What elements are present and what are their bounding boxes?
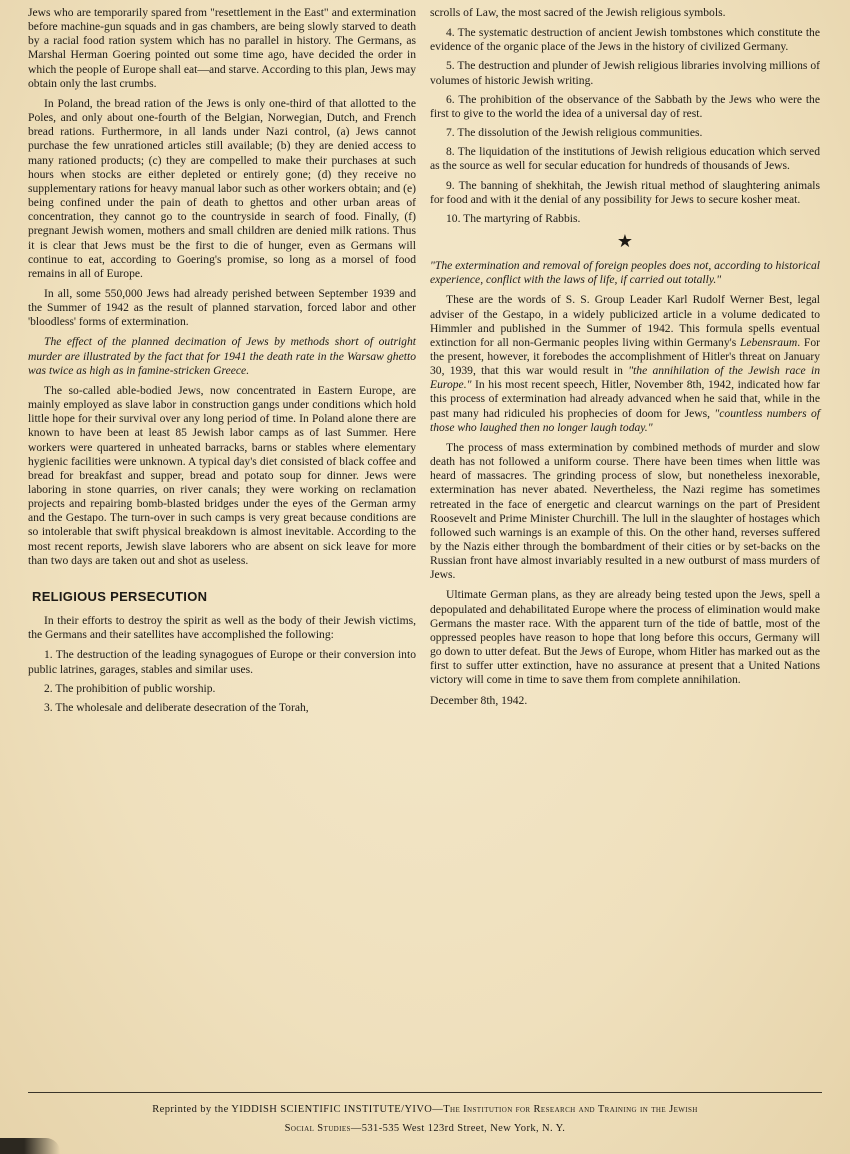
left-column [28,6,416,720]
paragraph: The process of mass extermination by combined methods of murder and slow death has not followed a uniform course. There have been times when little was heard of massacres. The grinding process of slow, but nonetheless inexorable, extermination has never abated. Nevertheless, the Nazi regime has sometimes retreated in the face of energetic and clearcut warnings on the part of President Roosevelt and Prime Minister Churchill. The lull in the slaughter of hostages which followed such warnings is an example of this. On the other hand, reverses suffered by the Nazis either through the bombardment of their cities or by set-backs on the Russian front have almost invariably resulted in a new outburst of mass murders of Jews. [430,440,820,582]
footer-divider [28,1092,822,1093]
quote-paragraph: "The extermination and removal of foreign peoples does not, according to historical experience, conflict with the laws of life, if carried out totally." [430,259,820,287]
list-item: 1. The destruction of the leading synagogues of Europe or their conversion into public latrines, garages, stables and similar uses. [28,648,416,676]
footer-text: Social Studies [284,1123,351,1134]
footer-line [28,1100,822,1119]
date-line: December 8th, 1942. [430,693,528,707]
list-item: 9. The banning of shekhitah, the Jewish ritual method of slaughtering animals for food and with it the denial of any possibility for Jews to secure kosher meat. [430,178,820,206]
paragraph: The so-called able-bodied Jews, now concentrated in Eastern Europe, are mainly employed as slave labor in construction gangs under conditions which hold little hope for their survival over any long period of time. In Poland alone there are known to have been at least 85 Jewish labor camps as of last Summer. Here workers were quartered in unheated barracks, barns or stables where elementary hygienic facilities were unknown. A typical day's diet consisted of black coffee and bread for breakfast and supper, bread and potato soup for dinner. Jews were laboring in stone quarries, on river canals; they were working on reclamation projects and repairing bomb-blasted bridges under the eyes of the German army and the Gestapo. The turn-over in such camps is very great because conditions are so intolerable that swift physical breakdown is almost inevitable. According to the most recent reports, Jewish slave laborers who are absent on sick leave for more than two days are taken out and shot as useless. [28,383,416,567]
footer-line [28,1119,822,1138]
list-item: 3. The wholesale and deliberate desecration of the Torah, [44,700,309,714]
emphasis: "the annihilation of the Jewish race in Europe." [430,364,820,392]
footer-text: The Institution for Research and Training in the Jewish [443,1104,698,1115]
italic-paragraph: The effect of the planned decimation of Jews by methods short of outright murder are illustrated by the fact that for 1941 the death rate in the Warsaw ghetto was twice as high as in famine-stricken Greece. [28,335,416,377]
paragraph: Jews who are temporarily spared from "resettlement in the East" and extermination before machine-gun squads and in gas chambers, are being slowly starved to death by a racial food ration system which has no parallel in history. The Germans, as Marshal Herman Goering pointed out some time ago, have decided the order in which the people of Europe shall eat—and starve. According to this plan, Jews may obtain only the last crumbs. [28,6,416,90]
list-item: 6. The prohibition of the observance of the Sabbath by the Jews who were the first to give to the world the idea of a universal day of rest. [430,92,820,120]
paragraph: scrolls of Law, the most sacred of the Jewish religious symbols. [430,6,726,19]
emphasis: "countless numbers of those who laughed then no longer laugh today." [430,406,821,434]
paragraph: In all, some 550,000 Jews had already perished between September 1939 and the Summer of 1942 as the result of planned starvation, forced labor and other 'bloodless' forms of extermination. [28,286,416,329]
text-run: These are the words of S. S. Group Leader Karl Rudolf Werner Best, legal adviser of the Gestapo, in a widely publicized article in a volume dedicated to Himmler and published in the Summer of 1942. This formula spells eventual extinction for all non-Germanic peoples living within Germany's [430,293,820,349]
paragraph: Ultimate German plans, as they are already being tested upon the Jews, spell a depopulated and dehabilitated Europe where the process of elimination would make Germans the master race. With the apparent turn of the tide of battle, most of the oppressed peoples have reason to hope that long before this occurs, Germany will go down to utter defeat. But the Jews of Europe, whom Hitler has marked out as the first to suffer utter extinction, have no assurance at present that a United Nations victory will come in time to save them from complete annihilation. [430,588,820,687]
section-heading: RELIGIOUS PERSECUTION [32,588,208,604]
list-item: 5. The destruction and plunder of Jewish religious libraries involving millions of volumes of historic Jewish writing. [430,59,820,87]
list-item: 10. The martyring of Rabbis. [446,211,581,225]
page-edge-shadow [0,1138,60,1154]
list-item: 2. The prohibition of public worship. [44,681,216,695]
right-column [430,6,820,714]
star-icon: ★ [616,231,634,252]
text-run: In his most recent speech, Hitler, November 8th, 1942, indicated how far this process of extermination had already advanced when he said that, while in the past many had ridiculed his prophecies of doom for Jews, [430,378,820,420]
list-item: 7. The dissolution of the Jewish religious communities. [446,126,703,140]
emphasis: Lebensraum [739,335,798,349]
footer [28,1100,822,1138]
text-run: . For the present, however, it forebodes the accomplishment of Hitler's threat on January 30, 1939, that this war would result in [430,335,820,378]
paragraph: In their efforts to destroy the spirit as well as the body of their Jewish victims, the Germans and their satellites have accomplished the following: [28,614,416,642]
footer-text: Reprinted by the YIDDISH SCIENTIFIC INSTITUTE/YIVO— [152,1104,444,1115]
paragraph: In Poland, the bread ration of the Jews is only one-third of that allotted to the Poles, and only about one-fourth of the Belgian, Norwegian, Dutch, and French bread rations. Furthermore, in all lands under Nazi control, (a) Jews cannot purchase the few unrationed articles still available; (b) they are denied access to many rationed products; (c) they are compelled to make their purchases at such hours when stocks are either depleted or entirely gone; (d) they receive no supplementary rations for heavy manual labor such as other workers obtain; and (e) being confined under the pain of death to ghettos and other urban areas of concentration, they cannot go to the countryside in search of food. Finally, (f) pregnant Jewish women, mothers and small children are denied milk rations. Thus it is clear that Jews must be the first to die of hunger, even as Germans will continue to eat, according to Goering's promise, so long as a morsel of food remains in all of Europe. [28,96,416,280]
list-item: 8. The liquidation of the institutions of Jewish religious education which served as the source as well for secular education for hundreds of thousands of Jews. [430,145,820,173]
footer-text: —531-535 West 123rd Street, New York, N. Y. [350,1123,566,1134]
paragraph [430,293,820,435]
list-item: 4. The systematic destruction of ancient Jewish tombstones which constitute the evidence of the organic place of the Jews in the history of civilized Germany. [430,26,820,54]
